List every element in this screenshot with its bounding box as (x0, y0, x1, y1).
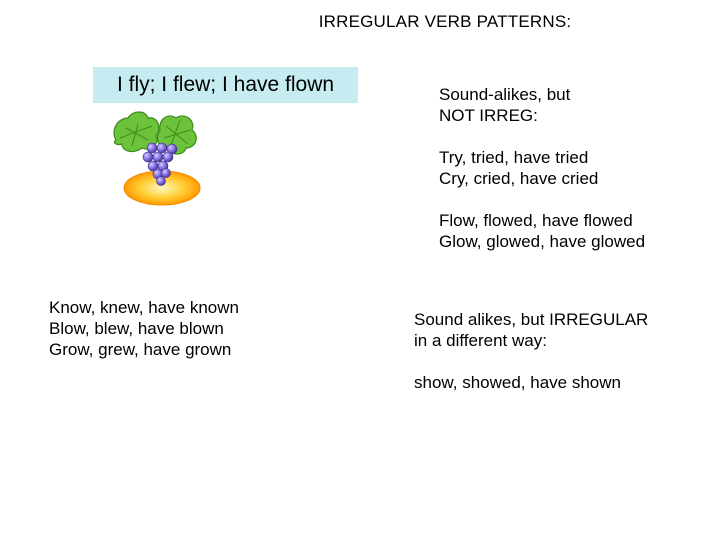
sound-alikes-header-line-1: Sound-alikes, but (439, 85, 571, 104)
irregular-verb-line: Grow, grew, have grown (49, 340, 232, 359)
irregular-examples-block (49, 297, 239, 360)
grapes-icon (108, 108, 208, 212)
sound-alikes-regular-block (439, 84, 645, 252)
slide-title: IRREGULAR VERB PATTERNS: (318, 12, 572, 31)
regular-verb-line: Glow, glowed, have glowed (439, 232, 646, 251)
spacer (439, 126, 645, 147)
irregular-different-example: show, showed, have shown (414, 373, 621, 392)
irregular-verb-line: Know, knew, have known (49, 298, 239, 317)
sound-alikes-header-line-2: NOT IRREG: (439, 106, 538, 125)
regular-verb-line: Flow, flowed, have flowed (439, 211, 633, 230)
spacer (414, 351, 648, 372)
highlight-verb-box: I fly; I flew; I have flown (93, 67, 358, 103)
regular-verb-line: Try, tried, have tried (439, 148, 589, 167)
irregular-different-header-line-1: Sound alikes, but IRREGULAR (414, 310, 649, 329)
irregular-verb-line: Blow, blew, have blown (49, 319, 224, 338)
irregular-different-block (414, 309, 648, 393)
spacer (439, 189, 645, 210)
irregular-different-header-line-2: in a different way: (414, 331, 547, 350)
regular-verb-line: Cry, cried, have cried (439, 169, 599, 188)
